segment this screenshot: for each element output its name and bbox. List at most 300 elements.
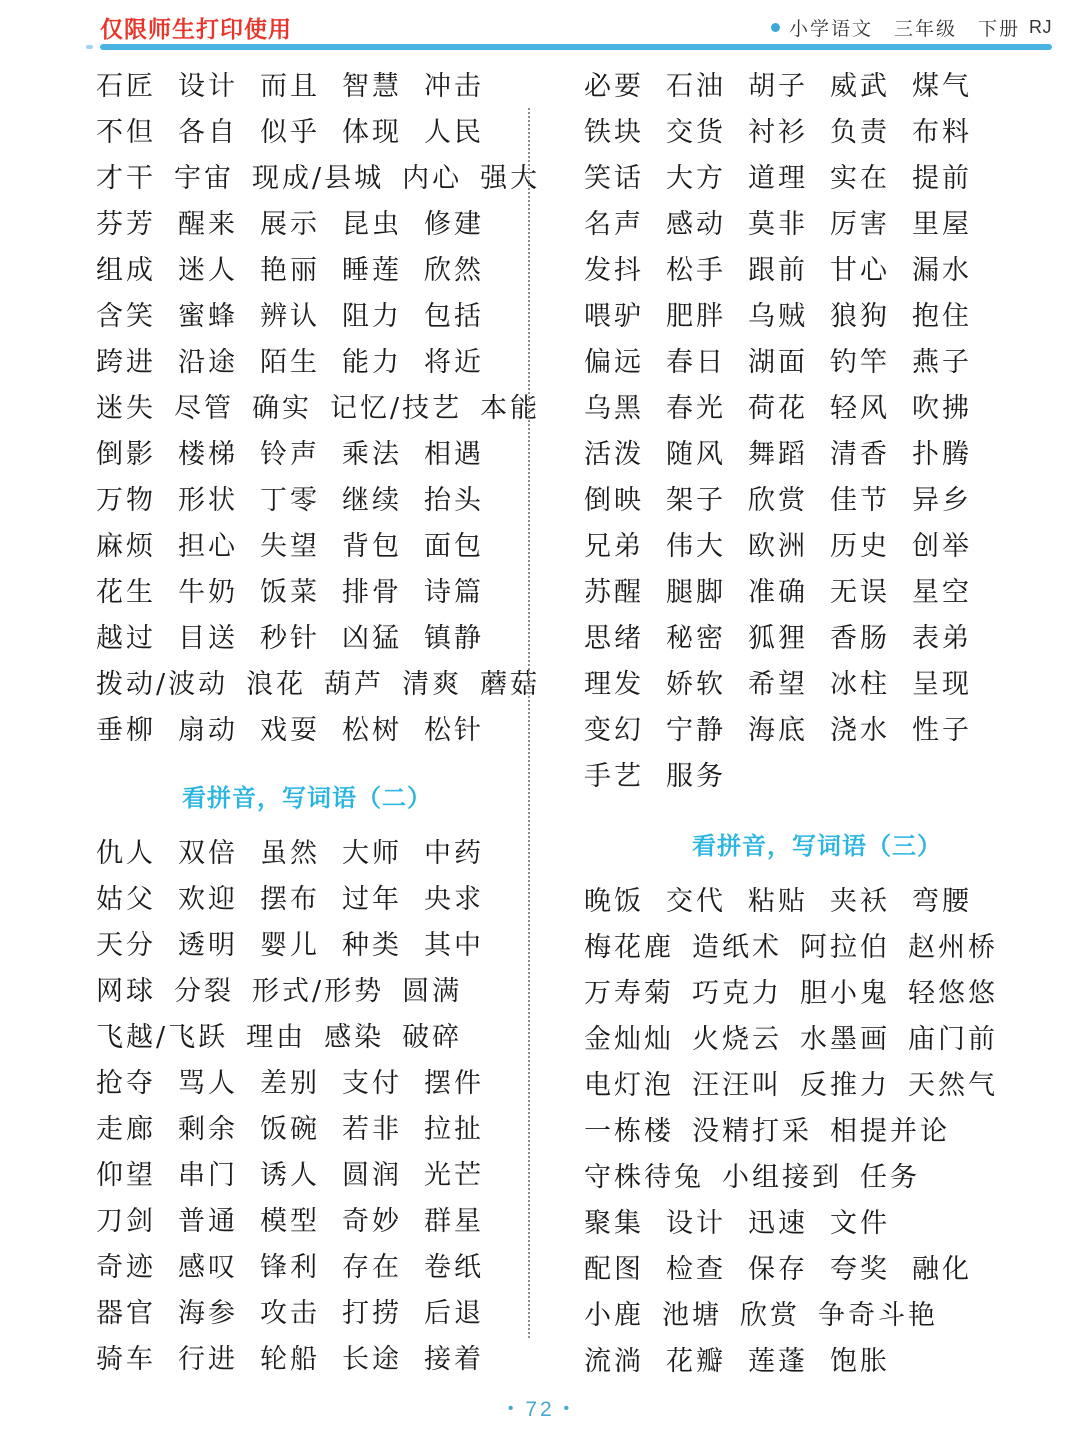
vocabulary-word: 喂驴: [584, 301, 644, 332]
word-row: [96, 1015, 518, 1061]
word-row: [96, 64, 518, 110]
vocabulary-word: 思绪: [584, 623, 644, 654]
vocabulary-word: 春日: [666, 347, 726, 378]
vocabulary-word: 轻风: [830, 393, 890, 424]
vocabulary-word: 打捞: [342, 1298, 402, 1329]
vocabulary-word: 长途: [342, 1344, 402, 1375]
word-row: [584, 64, 1050, 110]
vocabulary-word: 排骨: [342, 577, 402, 608]
vocabulary-word: 欧洲: [748, 531, 808, 562]
course-subject: 小学语文 三年级 下册: [788, 18, 1020, 40]
vocabulary-word: 将近: [424, 347, 484, 378]
vocabulary-word: 阻力: [342, 301, 402, 332]
blue-dot-icon: [771, 23, 780, 32]
word-row: [96, 1107, 518, 1153]
vocabulary-word: 尽管: [174, 393, 234, 424]
word-row: [584, 662, 1050, 708]
word-row: [584, 754, 1050, 800]
word-row: [584, 1201, 1050, 1247]
vocabulary-word: 造纸术: [692, 932, 782, 963]
vocabulary-word: 莲蓬: [748, 1346, 808, 1377]
word-row: [96, 340, 518, 386]
vocabulary-word: 没精打采: [692, 1116, 812, 1147]
vocabulary-word: 希望: [748, 669, 808, 700]
vocabulary-word: 各自: [178, 117, 238, 148]
vocabulary-word: 继续: [342, 485, 402, 516]
word-row: [584, 524, 1050, 570]
vocabulary-word: 麻烦: [96, 531, 156, 562]
vocabulary-word: 池塘: [662, 1300, 722, 1331]
vocabulary-word: 舞蹈: [748, 439, 808, 470]
vocabulary-word: 现成/县城: [252, 163, 385, 194]
vocabulary-word: 群星: [424, 1206, 484, 1237]
word-row: [584, 1109, 1050, 1155]
word-row: [96, 248, 518, 294]
vocabulary-word: 失望: [260, 531, 320, 562]
vocabulary-word: 海底: [748, 715, 808, 746]
vocabulary-word: 石油: [666, 71, 726, 102]
vocabulary-word: 里屋: [912, 209, 972, 240]
footer-bullet-right: •: [563, 1400, 573, 1417]
vocabulary-word: 仰望: [96, 1160, 156, 1191]
word-row: [96, 294, 518, 340]
vocabulary-word: 摆件: [424, 1068, 484, 1099]
vocabulary-word: 越过: [96, 623, 156, 654]
vocabulary-word: 饭碗: [260, 1114, 320, 1145]
vocabulary-word: 形状: [178, 485, 238, 516]
vocabulary-word: 镇静: [424, 623, 484, 654]
vocabulary-word: 弯腰: [912, 886, 972, 917]
vocabulary-word: 创举: [912, 531, 972, 562]
vocabulary-word: 浇水: [830, 715, 890, 746]
vocabulary-word: 清爽: [402, 669, 463, 700]
vocabulary-word: 手艺: [584, 761, 644, 792]
vocabulary-word: 佳节: [830, 485, 890, 516]
vocabulary-word: 似乎: [260, 117, 320, 148]
vocabulary-word: 展示: [260, 209, 320, 240]
vocabulary-word: 圆满: [402, 976, 463, 1007]
word-row: [96, 616, 518, 662]
word-row: [96, 478, 518, 524]
vocabulary-word: 伟大: [666, 531, 726, 562]
vocabulary-word: 检查: [666, 1254, 726, 1285]
vocabulary-word: 万寿菊: [584, 978, 674, 1009]
section-heading-two: 看拼音，写词语（二）: [182, 784, 432, 812]
vocabulary-word: 任务: [860, 1162, 920, 1193]
vocabulary-word: 背包: [342, 531, 402, 562]
word-row: [584, 570, 1050, 616]
left-section-one-rows: [96, 64, 541, 754]
word-row: [584, 1155, 1050, 1201]
vocabulary-word: 虽然: [260, 838, 320, 869]
vocabulary-word: 飞越/飞跃: [96, 1022, 229, 1053]
vocabulary-word: 刀剑: [96, 1206, 156, 1237]
vocabulary-word: 拉扯: [424, 1114, 484, 1145]
vocabulary-word: 负责: [830, 117, 890, 148]
vocabulary-word: 诗篇: [424, 577, 484, 608]
vocabulary-word: 铃声: [260, 439, 320, 470]
vocabulary-word: 人民: [424, 117, 484, 148]
vocabulary-word: 香肠: [830, 623, 890, 654]
column-divider: [528, 108, 530, 1338]
vocabulary-word: 松树: [342, 715, 402, 746]
vocabulary-word: 包括: [424, 301, 484, 332]
vocabulary-word: 偏远: [584, 347, 644, 378]
word-row: [96, 1061, 518, 1107]
vocabulary-word: 宁静: [666, 715, 726, 746]
vocabulary-word: 强大: [480, 163, 541, 194]
vocabulary-word: 迅速: [748, 1208, 808, 1239]
vocabulary-word: 赵州桥: [908, 932, 998, 963]
vocabulary-word: 骂人: [178, 1068, 238, 1099]
vocabulary-word: 反推力: [800, 1070, 890, 1101]
vocabulary-word: 智慧: [342, 71, 402, 102]
vocabulary-word: 欢迎: [178, 884, 238, 915]
vocabulary-word: 而且: [260, 71, 320, 102]
right-section-one-rows: [584, 64, 1050, 800]
vocabulary-word: 感叹: [178, 1252, 238, 1283]
word-row: [584, 1293, 1050, 1339]
vocabulary-word: 感动: [666, 209, 726, 240]
vocabulary-word: 央求: [424, 884, 484, 915]
vocabulary-word: 铁块: [584, 117, 644, 148]
vocabulary-word: 摆布: [260, 884, 320, 915]
word-row: [584, 202, 1050, 248]
vocabulary-word: 文件: [830, 1208, 890, 1239]
vocabulary-word: 夸奖: [830, 1254, 890, 1285]
vocabulary-word: 凶猛: [342, 623, 402, 654]
word-row: [584, 971, 1050, 1017]
word-row: [584, 708, 1050, 754]
vocabulary-word: 吹拂: [912, 393, 972, 424]
vocabulary-word: 无误: [830, 577, 890, 608]
word-row: [584, 1017, 1050, 1063]
vocabulary-word: 准确: [748, 577, 808, 608]
vocabulary-word: 狐狸: [748, 623, 808, 654]
word-row: [96, 969, 518, 1015]
page-header: [0, 0, 1080, 52]
vocabulary-word: 争奇斗艳: [818, 1300, 938, 1331]
word-row: [584, 294, 1050, 340]
word-row: [96, 110, 518, 156]
vocabulary-word: 其中: [424, 930, 484, 961]
vocabulary-word: 接着: [424, 1344, 484, 1375]
vocabulary-word: 秒针: [260, 623, 320, 654]
print-notice: 仅限师生打印使用: [100, 17, 292, 43]
word-row: [96, 831, 518, 877]
word-row: [584, 340, 1050, 386]
word-row: [584, 432, 1050, 478]
vocabulary-word: 若非: [342, 1114, 402, 1145]
vocabulary-word: 苏醒: [584, 577, 644, 608]
vocabulary-word: 发抖: [584, 255, 644, 286]
vocabulary-word: 威武: [830, 71, 890, 102]
vocabulary-word: 拨动/波动: [96, 669, 229, 700]
vocabulary-word: 肥胖: [666, 301, 726, 332]
vocabulary-word: 牛奶: [178, 577, 238, 608]
vocabulary-word: 实在: [830, 163, 890, 194]
vocabulary-word: 守株待兔: [584, 1162, 704, 1193]
vocabulary-word: 大方: [666, 163, 726, 194]
vocabulary-word: 剩余: [178, 1114, 238, 1145]
vocabulary-word: 内心: [402, 163, 463, 194]
vocabulary-word: 差别: [260, 1068, 320, 1099]
vocabulary-word: 小组接到: [722, 1162, 842, 1193]
vocabulary-word: 晚饭: [584, 886, 644, 917]
vocabulary-word: 石匠: [96, 71, 156, 102]
vocabulary-word: 宇宙: [174, 163, 234, 194]
vocabulary-word: 冰柱: [830, 669, 890, 700]
vocabulary-word: 相提并论: [830, 1116, 950, 1147]
vocabulary-word: 面包: [424, 531, 484, 562]
vocabulary-word: 理由: [246, 1022, 307, 1053]
vocabulary-word: 厉害: [830, 209, 890, 240]
vocabulary-word: 漏水: [912, 255, 972, 286]
word-row: [96, 1199, 518, 1245]
vocabulary-word: 欣然: [424, 255, 484, 286]
vocabulary-word: 担心: [178, 531, 238, 562]
vocabulary-word: 燕子: [912, 347, 972, 378]
vocabulary-word: 甘心: [830, 255, 890, 286]
course-info: [771, 0, 1052, 41]
vocabulary-word: 小鹿: [584, 1300, 644, 1331]
vocabulary-word: 欣赏: [740, 1300, 800, 1331]
vocabulary-word: 清香: [830, 439, 890, 470]
vocabulary-word: 楼梯: [178, 439, 238, 470]
vocabulary-word: 双倍: [178, 838, 238, 869]
word-row: [96, 662, 541, 708]
vocabulary-word: 钓竿: [830, 347, 890, 378]
vocabulary-word: 设计: [178, 71, 238, 102]
vocabulary-word: 流淌: [584, 1346, 644, 1377]
vocabulary-word: 含笑: [96, 301, 156, 332]
word-row: [96, 432, 518, 478]
vocabulary-word: 性子: [912, 715, 972, 746]
vocabulary-word: 变幻: [584, 715, 644, 746]
word-row: [584, 386, 1050, 432]
word-row: [584, 156, 1050, 202]
word-row: [96, 1337, 518, 1383]
vocabulary-word: 婴儿: [260, 930, 320, 961]
vocabulary-word: 火烧云: [692, 1024, 782, 1055]
vocabulary-word: 松手: [666, 255, 726, 286]
word-row: [584, 879, 1050, 925]
vocabulary-word: 本能: [480, 393, 541, 424]
vocabulary-word: 卷纸: [424, 1252, 484, 1283]
vocabulary-word: 光芒: [424, 1160, 484, 1191]
vocabulary-word: 交货: [666, 117, 726, 148]
word-row: [96, 570, 518, 616]
vocabulary-word: 异乡: [912, 485, 972, 516]
vocabulary-word: 春光: [666, 393, 726, 424]
vocabulary-word: 一栋楼: [584, 1116, 674, 1147]
word-row: [584, 1063, 1050, 1109]
vocabulary-word: 大师: [342, 838, 402, 869]
word-row: [584, 478, 1050, 524]
vocabulary-word: 万物: [96, 485, 156, 516]
vocabulary-word: 布料: [912, 117, 972, 148]
course-edition: RJ: [1029, 17, 1052, 37]
vocabulary-word: 夹袄: [830, 886, 890, 917]
vocabulary-word: 迷失: [96, 393, 156, 424]
vocabulary-word: 普通: [178, 1206, 238, 1237]
vocabulary-word: 锋利: [260, 1252, 320, 1283]
vocabulary-word: 冲击: [424, 71, 484, 102]
vocabulary-word: 扇动: [178, 715, 238, 746]
vocabulary-word: 跨进: [96, 347, 156, 378]
vocabulary-word: 戏耍: [260, 715, 320, 746]
vocabulary-word: 随风: [666, 439, 726, 470]
vocabulary-word: 透明: [178, 930, 238, 961]
vocabulary-word: 表弟: [912, 623, 972, 654]
vocabulary-word: 骑车: [96, 1344, 156, 1375]
vocabulary-word: 活泼: [584, 439, 644, 470]
vocabulary-word: 醒来: [178, 209, 238, 240]
left-section-two-rows: [96, 831, 518, 1383]
vocabulary-word: 胡子: [748, 71, 808, 102]
vocabulary-word: 支付: [342, 1068, 402, 1099]
vocabulary-word: 衬衫: [748, 117, 808, 148]
word-row: [584, 616, 1050, 662]
vocabulary-word: 仇人: [96, 838, 156, 869]
word-row: [584, 925, 1050, 971]
vocabulary-word: 蘑菇: [480, 669, 541, 700]
vocabulary-word: 相遇: [424, 439, 484, 470]
vocabulary-word: 提前: [912, 163, 972, 194]
vocabulary-word: 中药: [424, 838, 484, 869]
word-row: [96, 202, 518, 248]
word-row: [96, 1153, 518, 1199]
vocabulary-word: 感染: [324, 1022, 385, 1053]
vocabulary-word: 保存: [748, 1254, 808, 1285]
vocabulary-word: 粘贴: [748, 886, 808, 917]
vocabulary-word: 湖面: [748, 347, 808, 378]
section-heading-three: 看拼音，写词语（三）: [692, 832, 942, 860]
vocabulary-word: 兄弟: [584, 531, 644, 562]
vocabulary-word: 沿途: [178, 347, 238, 378]
vocabulary-word: 历史: [830, 531, 890, 562]
word-row: [584, 110, 1050, 156]
vocabulary-word: 扑腾: [912, 439, 972, 470]
word-row: [584, 1247, 1050, 1293]
vocabulary-word: 睡莲: [342, 255, 402, 286]
word-row: [96, 524, 518, 570]
vocabulary-word: 后退: [424, 1298, 484, 1329]
vocabulary-word: 攻击: [260, 1298, 320, 1329]
vocabulary-word: 架子: [666, 485, 726, 516]
vocabulary-word: 煤气: [912, 71, 972, 102]
vocabulary-word: 奇迹: [96, 1252, 156, 1283]
word-row: [96, 877, 518, 923]
vocabulary-word: 器官: [96, 1298, 156, 1329]
vocabulary-word: 娇软: [666, 669, 726, 700]
vocabulary-word: 迷人: [178, 255, 238, 286]
vocabulary-word: 腿脚: [666, 577, 726, 608]
vocabulary-word: 目送: [178, 623, 238, 654]
vocabulary-word: 模型: [260, 1206, 320, 1237]
vocabulary-word: 昆虫: [342, 209, 402, 240]
vocabulary-word: 种类: [342, 930, 402, 961]
vocabulary-word: 丁零: [260, 485, 320, 516]
vocabulary-word: 芬芳: [96, 209, 156, 240]
vocabulary-word: 荷花: [748, 393, 808, 424]
vocabulary-word: 奇妙: [342, 1206, 402, 1237]
word-row: [96, 156, 541, 202]
vocabulary-word: 梅花鹿: [584, 932, 674, 963]
footer-bullet-left: •: [507, 1400, 517, 1417]
vocabulary-word: 形式/形势: [252, 976, 385, 1007]
vocabulary-word: 垂柳: [96, 715, 156, 746]
vocabulary-word: 姑父: [96, 884, 156, 915]
vocabulary-word: 串门: [178, 1160, 238, 1191]
vocabulary-word: 抬头: [424, 485, 484, 516]
vocabulary-word: 欣赏: [748, 485, 808, 516]
vocabulary-word: 浪花: [246, 669, 307, 700]
vocabulary-word: 网球: [96, 976, 156, 1007]
vocabulary-word: 体现: [342, 117, 402, 148]
vocabulary-word: 松针: [424, 715, 484, 746]
vocabulary-word: 不但: [96, 117, 156, 148]
vocabulary-word: 胆小鬼: [800, 978, 890, 1009]
vocabulary-word: 组成: [96, 255, 156, 286]
worksheet-body: [0, 52, 1080, 1382]
vocabulary-word: 倒映: [584, 485, 644, 516]
right-section-three-rows: [584, 879, 1050, 1385]
vocabulary-word: 聚集: [584, 1208, 644, 1239]
vocabulary-word: 确实: [252, 393, 312, 424]
vocabulary-word: 跟前: [748, 255, 808, 286]
vocabulary-word: 乌贼: [748, 301, 808, 332]
vocabulary-word: 配图: [584, 1254, 644, 1285]
vocabulary-word: 诱人: [260, 1160, 320, 1191]
vocabulary-word: 存在: [342, 1252, 402, 1283]
vocabulary-word: 才干: [96, 163, 156, 194]
page-number: 72: [525, 1398, 555, 1421]
vocabulary-word: 设计: [666, 1208, 726, 1239]
vocabulary-word: 圆润: [342, 1160, 402, 1191]
right-column: [540, 64, 1080, 1382]
vocabulary-word: 水墨画: [800, 1024, 890, 1055]
vocabulary-word: 能力: [342, 347, 402, 378]
vocabulary-word: 理发: [584, 669, 644, 700]
vocabulary-word: 莫非: [748, 209, 808, 240]
vocabulary-word: 葫芦: [324, 669, 385, 700]
vocabulary-word: 海参: [178, 1298, 238, 1329]
vocabulary-word: 笑话: [584, 163, 644, 194]
vocabulary-word: 交代: [666, 886, 726, 917]
vocabulary-word: 饭菜: [260, 577, 320, 608]
word-row: [584, 1339, 1050, 1385]
word-row: [96, 1291, 518, 1337]
vocabulary-word: 艳丽: [260, 255, 320, 286]
vocabulary-word: 蜜蜂: [178, 301, 238, 332]
vocabulary-word: 天分: [96, 930, 156, 961]
page-footer: [0, 1398, 1080, 1422]
header-rule: [100, 44, 1052, 50]
vocabulary-word: 记忆/技艺: [330, 393, 463, 424]
vocabulary-word: 破碎: [402, 1022, 463, 1053]
vocabulary-word: 庙门前: [908, 1024, 998, 1055]
word-row: [584, 248, 1050, 294]
vocabulary-word: 道理: [748, 163, 808, 194]
vocabulary-word: 乌黑: [584, 393, 644, 424]
vocabulary-word: 分裂: [174, 976, 234, 1007]
vocabulary-word: 轮船: [260, 1344, 320, 1375]
word-row: [96, 1245, 518, 1291]
vocabulary-word: 名声: [584, 209, 644, 240]
vocabulary-word: 饱胀: [830, 1346, 890, 1377]
vocabulary-word: 阿拉伯: [800, 932, 890, 963]
